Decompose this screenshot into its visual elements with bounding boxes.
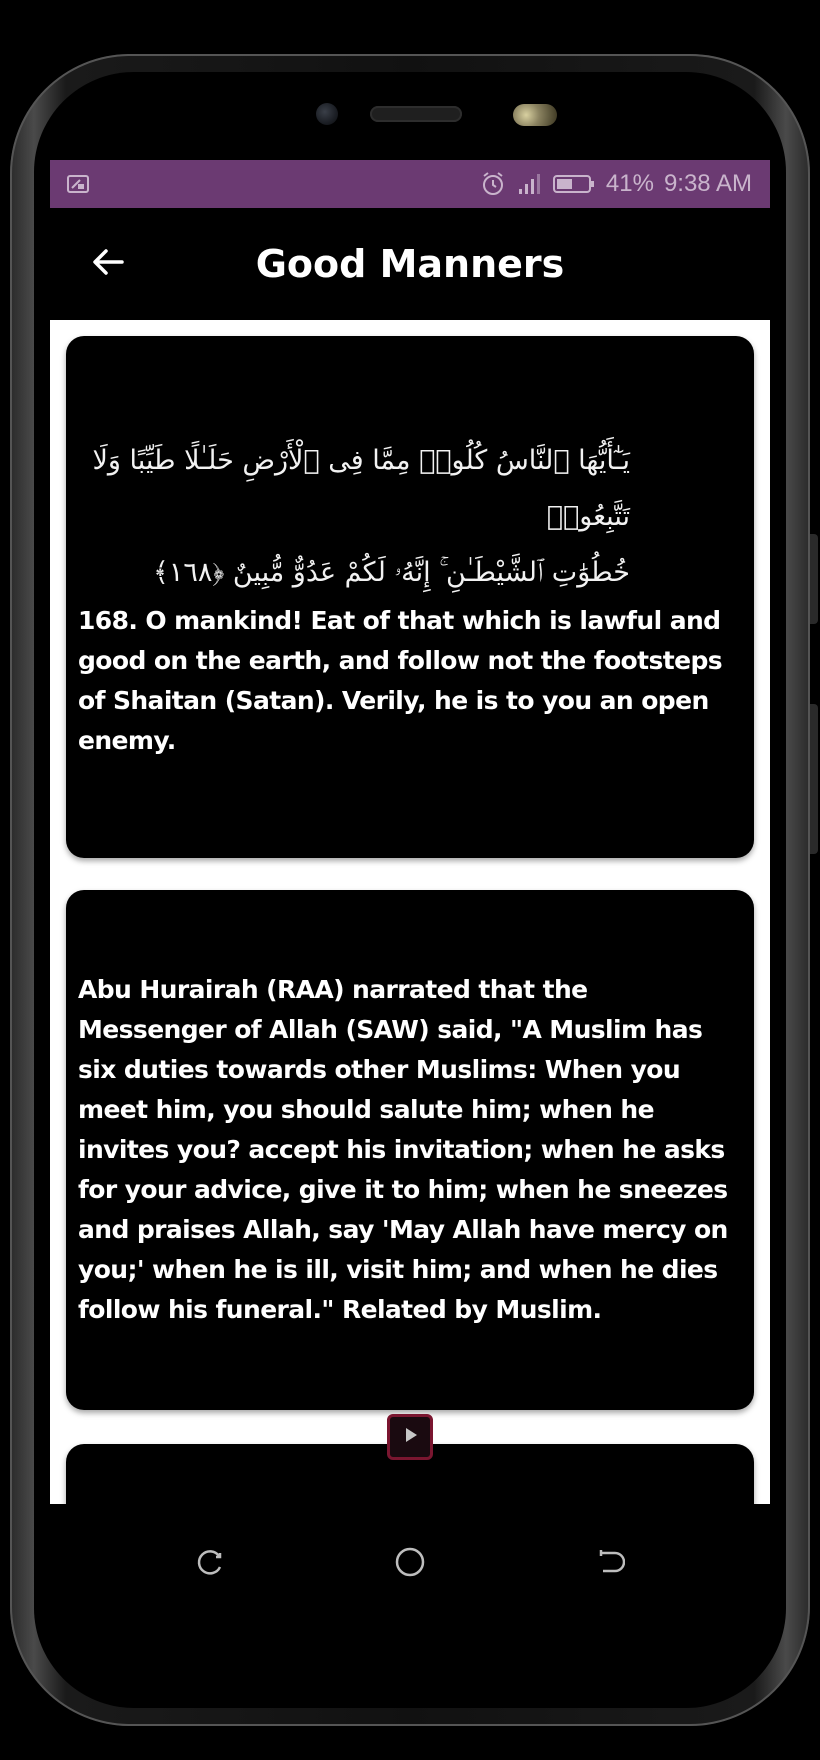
- card-text: 168. O mankind! Eat of that which is lawful and good on the earth, and follow not the footsteps of Shaitan (Satan). Verily, he is to you an open enemy.: [78, 606, 723, 755]
- home-button[interactable]: [380, 1534, 440, 1594]
- recents-button[interactable]: [180, 1534, 240, 1594]
- list-item[interactable]: [66, 890, 754, 1410]
- arabic-verse: [78, 433, 742, 601]
- system-nav-bar: [50, 1504, 770, 1624]
- status-bar: [50, 160, 770, 208]
- volume-button: [810, 534, 818, 624]
- ad-badge[interactable]: [387, 1414, 433, 1460]
- power-button: [810, 704, 818, 854]
- list-item[interactable]: [66, 336, 754, 858]
- content-list[interactable]: [50, 320, 770, 1504]
- battery-level: 41%: [605, 170, 654, 197]
- home-icon: [394, 1546, 426, 1583]
- screenshot-icon: [66, 172, 90, 196]
- clock: 9:38 AM: [663, 170, 752, 197]
- page-title: Good Manners: [255, 242, 565, 286]
- back-icon: [595, 1547, 625, 1582]
- proximity-sensor: [513, 104, 557, 126]
- earpiece-speaker: [370, 106, 462, 122]
- arabic-line: يَـٰٓأَيُّهَا ٱلنَّاسُ كُلُوا۟ مِمَّا فِى ٱلْأَرْضِ حَلَـٰلًا طَيِّبًا وَلَا تَتَّبِعُوا۟: [92, 445, 630, 532]
- alarm-icon: [480, 171, 506, 197]
- signal-icon: [516, 171, 542, 197]
- app-screen: [50, 160, 770, 1504]
- front-camera: [316, 103, 338, 125]
- arabic-line: خُطُوَٰتِ ٱلشَّيْطَـٰنِ ۚ إِنَّهُۥ لَكُمْ عَدُوٌّ مُّبِينٌ ﴿١٦٨﴾: [153, 557, 630, 588]
- card-text: Abu Hurairah (RAA) narrated that the Messenger of Allah (SAW) said, "A Muslim has six duties towards other Muslims: When you meet him, you should salute him; when he invites you? accept his invitation; when he asks for your advice, give it to him; when he sneezes and praises Allah, say 'May Allah have mercy on you;' when he is ill, visit him; and when he dies follow his funeral." Related by Muslim.: [78, 975, 728, 1324]
- battery-icon: [552, 173, 596, 195]
- recents-icon: [195, 1547, 225, 1582]
- system-back-button[interactable]: [580, 1534, 640, 1594]
- play-ad-icon: [399, 1424, 421, 1451]
- app-bar: [50, 208, 770, 320]
